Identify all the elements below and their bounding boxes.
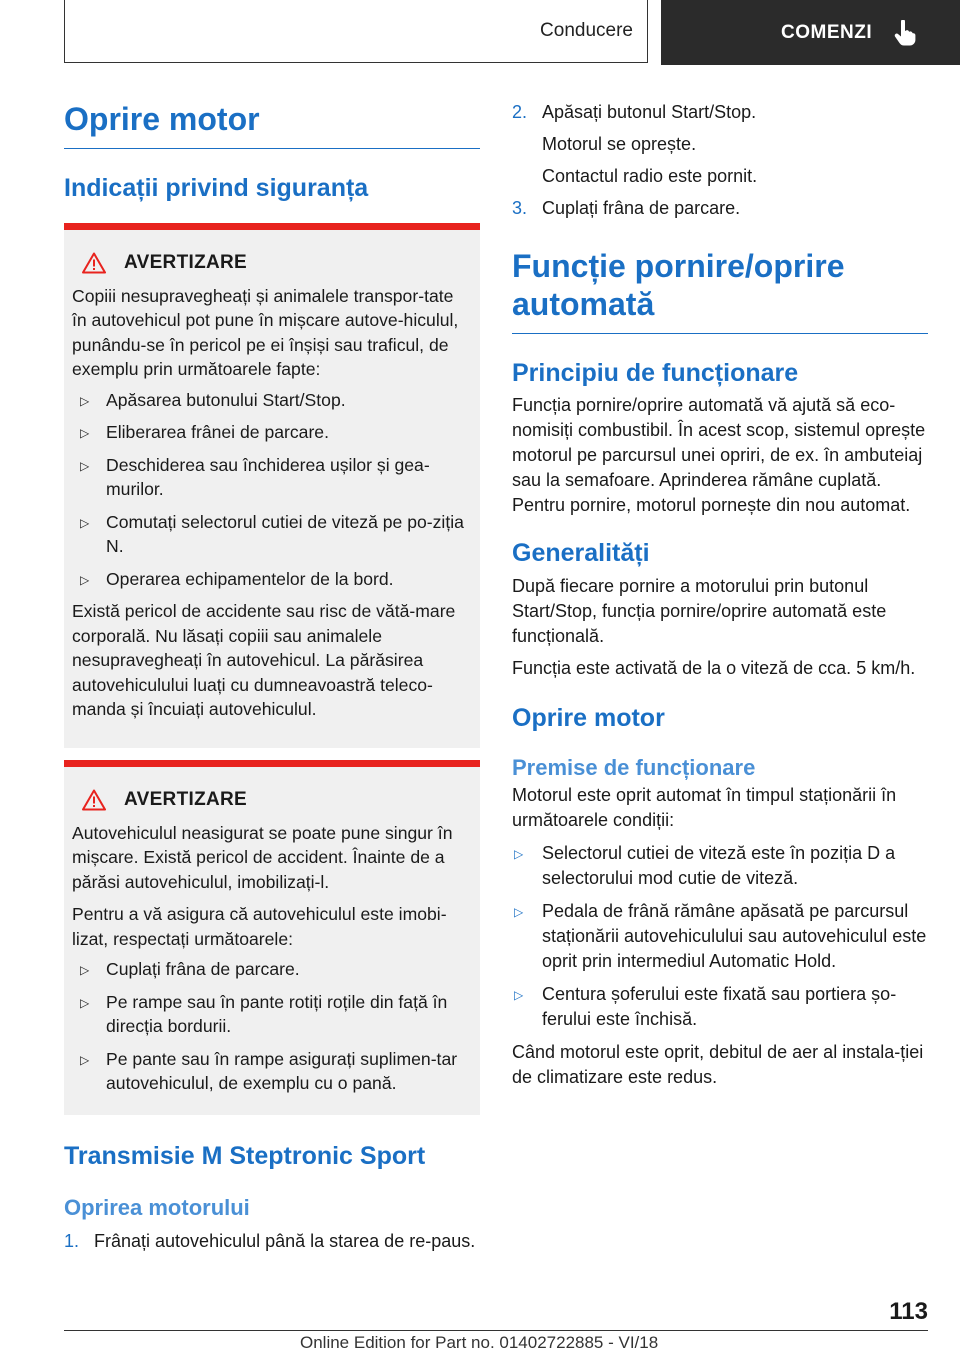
section-heading: Principiu de funcționare — [512, 359, 799, 387]
steps-list — [64, 1229, 480, 1254]
list-item: ▷ Cuplați frâna de parcare. — [72, 957, 472, 982]
page-number: 113 — [889, 1298, 928, 1325]
triangle-bullet-icon: ▷ — [80, 995, 90, 1010]
list-item: ▷ Eliberarea frânei de parcare. — [72, 420, 472, 445]
warning-box — [64, 223, 480, 748]
section-title: Funcție pornire/oprire automată — [512, 248, 845, 322]
body-text: Motorul este oprit automat în timpul staționării în următoarele condiții: — [512, 785, 897, 831]
list-item: ▷ Selectorul cutiei de viteză este în poziția D a selectorului mod cutie de viteză. — [514, 843, 896, 889]
triangle-bullet-icon: ▷ — [80, 393, 90, 408]
triangle-bullet-icon: ▷ — [80, 572, 90, 587]
warning-label: AVERTIZARE — [124, 788, 247, 810]
warning-text: Autovehiculul neasigurat se poate pune singur în mișcare. Există pericol de accident. Înainte de a părăsi autovehiculul, imobilizați-l. — [72, 822, 453, 892]
section-heading: Transmisie M Steptronic Sport — [64, 1141, 426, 1170]
list-item: ▷ Operarea echipamentelor de la bord. — [72, 567, 472, 592]
title-rule — [64, 100, 480, 149]
body-text: Funcția este activată de la o viteză de cca. 5 km/h. — [512, 657, 916, 678]
triangle-bullet-icon: ▷ — [80, 1052, 90, 1067]
triangle-bullet-icon: ▷ — [514, 847, 524, 862]
triangle-bullet-icon: ▷ — [514, 905, 524, 920]
steps-list — [512, 196, 928, 221]
safety-heading: Indicații privind siguranța — [64, 174, 369, 203]
warning-outro: Există pericol de accidente sau risc de vătă-mare corporală. Nu lăsați copiii sau animalele nesupravegheați în autovehicul. La părăsirea autovehiculului luați cu dumneavoastră teleco-manda și încuiați autovehiculul. — [72, 601, 456, 720]
body-text: Funcția pornire/oprire automată vă ajută să eco-nomisiți combustibil. În acest scop, sistemul oprește motorul pe parcursul unei opriri, de ex. în ambuteiaj sau la semafoare. Aprinderea rămâne cuplată. Pentru pornire, motorul pornește din nou automat. — [512, 395, 926, 516]
pointing-hand-icon — [894, 20, 916, 46]
triangle-bullet-icon: ▷ — [80, 458, 90, 473]
subsection-heading: Premise de funcționare — [512, 754, 756, 780]
warning-triangle-icon — [82, 252, 106, 274]
conditions-list — [512, 841, 928, 1032]
list-item: ▷ Apăsarea butonului Start/Stop. — [72, 388, 472, 413]
section-heading: Generalități — [512, 539, 650, 568]
warning-header — [82, 252, 472, 274]
body-text: Când motorul este oprit, debitul de aer al instala-ției de climatizare este redus. — [512, 1042, 924, 1088]
warning-header — [82, 789, 472, 811]
warning-box — [64, 760, 480, 1115]
chapter-tab[interactable] — [661, 0, 960, 65]
step-note: Motorul se oprește. — [542, 134, 697, 154]
list-item: ▷ Deschiderea sau închiderea ușilor și gea-murilor. — [80, 454, 430, 500]
section-title: Conducere — [64, 0, 648, 63]
steps-list — [512, 100, 928, 125]
warning-intro: Copiii nesupravegheați și animalele transpor-tate în autovehicul pot pune în mișcare autove-hiculul, punându-se în pericol pe ei înșiși sau traficul, de exemplu prin următoarele fapte: — [72, 285, 459, 380]
body-text: După fiecare pornire a motorului prin butonul Start/Stop, funcția pornire/oprire automată este funcțională. — [512, 575, 887, 646]
edition-note: Online Edition for Part no. 01402722885 - VI/18 — [300, 1333, 659, 1352]
title-rule — [512, 247, 928, 334]
list-item: ▷ Centura șoferului este fixată sau portiera șo-ferului este închisă. — [514, 984, 897, 1030]
chapter-tab-label: COMENZI — [781, 21, 873, 43]
list-item: ▷ Pe pante sau în rampe asigurați suplimen-tar autovehiculul, de exemplu cu o pană. — [80, 1048, 458, 1094]
triangle-bullet-icon: ▷ — [80, 426, 90, 441]
step-note: Contactul radio este pornit. — [542, 166, 758, 186]
page-title: Oprire motor — [64, 101, 260, 137]
subsection-heading: Oprirea motorului — [64, 1194, 250, 1220]
list-item: ▷ Pe rampe sau în pante rotiți roțile din față în direcția bordurii. — [80, 991, 448, 1037]
warning-list — [72, 957, 472, 1096]
right-column — [512, 100, 928, 1090]
warning-label: AVERTIZARE — [124, 251, 247, 273]
page-header — [64, 0, 960, 65]
left-column — [64, 100, 480, 1254]
list-item: 3. Cuplați frâna de parcare. — [512, 198, 741, 218]
warning-list — [72, 388, 472, 592]
warning-triangle-icon — [82, 789, 106, 811]
triangle-bullet-icon: ▷ — [80, 963, 90, 978]
footer-rule — [64, 1330, 928, 1331]
list-item: ▷ Comutați selectorul cutiei de viteză pe po-ziția N. — [80, 511, 464, 557]
list-item: ▷ Pedala de frână rămâne apăsată pe parcursul staționării autovehiculului sau autovehiculul este oprit prin intermediul Automatic Hold. — [514, 901, 927, 972]
triangle-bullet-icon: ▷ — [514, 988, 524, 1003]
section-heading: Oprire motor — [512, 703, 665, 732]
triangle-bullet-icon: ▷ — [80, 515, 90, 530]
list-item: 1. Frânați autovehiculul până la starea de re-paus. — [64, 1231, 476, 1252]
warning-text: Pentru a vă asigura că autovehiculul este imobi-lizat, respectați următoarele: — [72, 904, 447, 949]
list-item: 2. Apăsați butonul Start/Stop. — [512, 102, 757, 122]
